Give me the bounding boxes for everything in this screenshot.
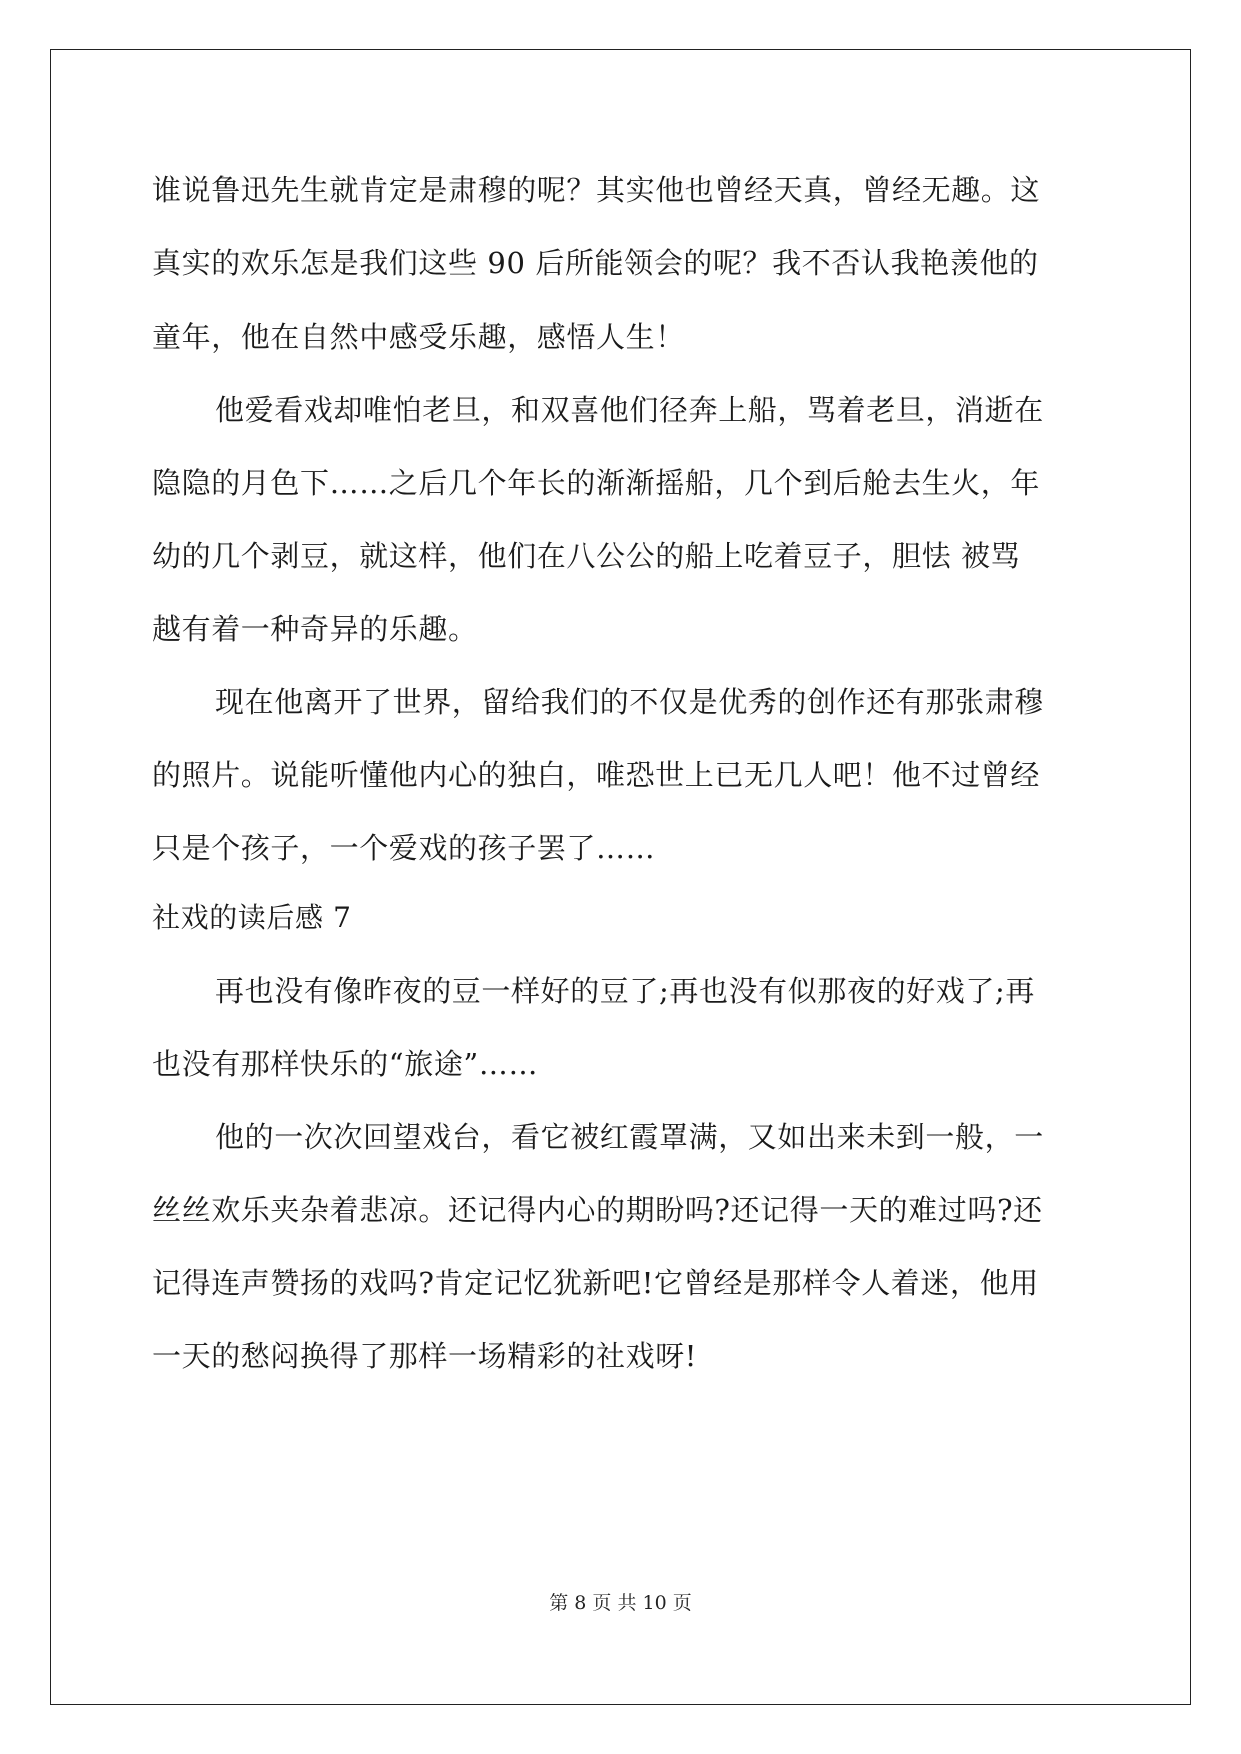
section-heading: 社戏的读后感 7 xyxy=(152,901,352,934)
paragraph-line: 真实的欢乐怎是我们这些 90 后所能领会的呢？我不否认我艳羡他的 xyxy=(152,246,1039,280)
paragraph-line: 现在他离开了世界，留给我们的不仅是优秀的创作还有那张肃穆 xyxy=(215,685,1044,719)
paragraph-line: 童年，他在自然中感受乐趣，感悟人生！ xyxy=(152,320,685,354)
paragraph-line: 丝丝欢乐夹杂着悲凉。还记得内心的期盼吗?还记得一天的难过吗?还 xyxy=(152,1193,1043,1227)
paragraph-line: 再也没有像昨夜的豆一样好的豆了;再也没有似那夜的好戏了;再 xyxy=(215,974,1035,1008)
paragraph-line: 幼的几个剥豆，就这样，他们在八公公的船上吃着豆子，胆怯 被骂 xyxy=(152,539,1021,573)
paragraph-line: 只是个孩子，一个爱戏的孩子罢了…… xyxy=(152,831,656,865)
paragraph-line: 的照片。说能听懂他内心的独白，唯恐世上已无几人吧！他不过曾经 xyxy=(152,758,1041,792)
paragraph-line: 谁说鲁迅先生就肯定是肃穆的呢？其实他也曾经天真，曾经无趣。这 xyxy=(152,173,1041,207)
paragraph-line: 越有着一种奇异的乐趣。 xyxy=(152,612,478,646)
paragraph-line: 记得连声赞扬的戏吗?肯定记忆犹新吧!它曾经是那样令人着迷，他用 xyxy=(152,1266,1039,1300)
page-border xyxy=(50,49,1191,1705)
paragraph-line: 他的一次次回望戏台，看它被红霞罩满，又如出来未到一般，一 xyxy=(215,1120,1044,1154)
paragraph-line: 一天的愁闷换得了那样一场精彩的社戏呀! xyxy=(152,1339,698,1373)
paragraph-line: 也没有那样快乐的“旅途”…… xyxy=(152,1047,539,1081)
page-number-footer: 第 8 页 共 10 页 xyxy=(549,1592,692,1614)
paragraph-line: 他爱看戏却唯怕老旦，和双喜他们径奔上船，骂着老旦，消逝在 xyxy=(215,393,1044,427)
paragraph-line: 隐隐的月色下……之后几个年长的渐渐摇船，几个到后舱去生火，年 xyxy=(152,466,1041,500)
